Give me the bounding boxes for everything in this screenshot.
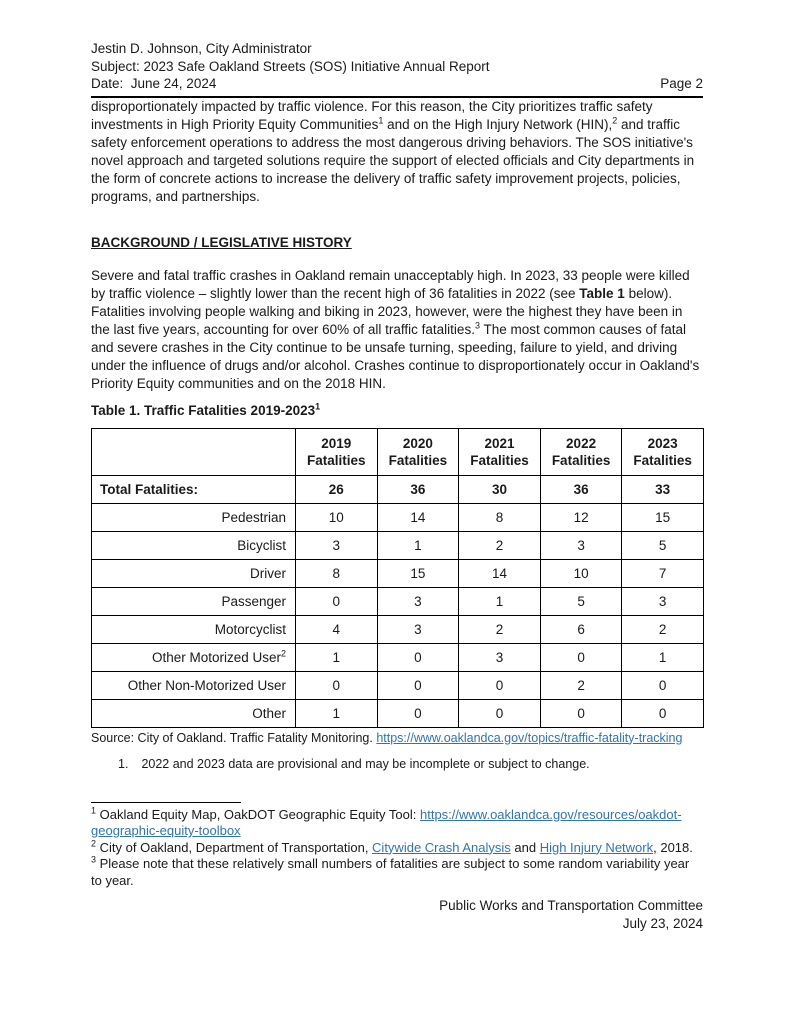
row-label: Motorcyclist [92,615,296,643]
column-header-2023 [622,428,704,475]
cell-value: 2 [540,671,622,699]
column-year: 2023 [647,435,678,451]
note-text: 2022 and 2023 data are provisional and may be incomplete or subject to change. [141,756,590,771]
cell-value: 1 [622,643,704,671]
traffic-fatality-tracking-link[interactable]: https://www.oaklandca.gov/topics/traffic-fatality-tracking [376,730,683,745]
table-row-other-non-motorized [92,671,704,699]
cell-value: 2 [459,615,541,643]
footnote-ref-1: 1 [378,115,384,125]
column-label: Fatalities [551,452,611,468]
footnote-1-number: 1 [91,805,97,816]
table-row-bicyclist [92,531,704,559]
column-label: Fatalities [633,452,692,468]
table-header-row [92,428,704,475]
column-year: 2022 [566,435,597,451]
header-subject-line: Subject: 2023 Safe Oakland Streets (SOS) Initiative Annual Report [91,58,490,74]
footnote-separator [91,802,241,803]
footer-committee-line: Public Works and Transportation Committee [439,898,703,913]
cell-value: 6 [540,615,622,643]
table-caption [91,402,703,420]
row-label: Pedestrian [92,503,296,531]
column-header-2020 [377,428,459,475]
note-number: 1. [118,756,129,771]
footnote-ref-3: 3 [474,320,480,330]
cell-value: 5 [622,531,704,559]
footnote-2-text-2: and [510,839,540,855]
footnote-3-number: 3 [91,854,97,865]
cell-value: 3 [296,531,378,559]
cell-value: 15 [622,503,704,531]
cell-value: 1 [296,699,378,727]
cell-value: 26 [296,475,378,503]
equity-toolbox-link[interactable]: https://www.oaklandca.gov/resources/oakdot-geographic-equity-toolbox [91,806,682,838]
column-label: Fatalities [388,452,448,468]
document-footer [91,897,703,932]
cell-value: 0 [377,643,459,671]
cell-value: 12 [540,503,622,531]
column-year: 2019 [321,435,352,451]
table-row-other [92,699,704,727]
footnotes-section [91,807,703,890]
cell-value: 2 [622,615,704,643]
cell-value: 3 [377,615,459,643]
cell-value: 14 [459,559,541,587]
header-date-line: Date: June 24, 2024 [91,76,217,91]
source-text: Source: City of Oakland. Traffic Fatality Monitoring. [91,730,377,745]
cell-value: 33 [622,475,704,503]
cell-value: 0 [622,699,704,727]
footnote-2-number: 2 [91,838,97,849]
table-caption-text: Table 1. Traffic Fatalities 2019-2023 [91,402,316,418]
row-label: Passenger [92,587,296,615]
high-injury-network-link[interactable]: High Injury Network [539,839,654,855]
intro-text-2: and on the High Injury Network (HIN), [383,116,613,132]
cell-value: 1 [459,587,541,615]
footnote-3-text: Please note that these relatively small numbers of fatalities are subject to some random variability year to year. [91,856,690,888]
cell-value: 3 [377,587,459,615]
table-1-reference: Table 1 [579,285,625,301]
cell-value: 1 [296,643,378,671]
column-header-2022 [540,428,622,475]
cell-value: 8 [296,559,378,587]
row-label: Driver [92,559,296,587]
cell-value: 0 [540,643,622,671]
cell-value: 1 [377,531,459,559]
cell-value: 2 [459,531,541,559]
document-header [91,40,703,98]
cell-value: 36 [377,475,459,503]
footnote-ref-2-table: 2 [280,648,286,658]
cell-value: 10 [296,503,378,531]
cell-value: 0 [296,587,378,615]
footnote-3 [91,856,703,889]
row-label-text: Other Motorized User [151,649,281,665]
column-header-2021 [459,428,541,475]
footnote-2 [91,840,703,857]
column-label: Fatalities [470,452,529,468]
footer-date-line: July 23, 2024 [622,915,703,931]
cell-value: 14 [377,503,459,531]
cell-value: 0 [377,699,459,727]
row-label: Bicyclist [92,531,296,559]
row-label: Other [92,699,296,727]
cell-value: 5 [540,587,622,615]
row-label: Total Fatalities: [92,475,296,503]
column-header-2019 [296,428,378,475]
cell-value: 0 [540,699,622,727]
background-paragraph [91,267,703,393]
footnote-1-text: Oakland Equity Map, OakDOT Geographic Equity Tool: [96,806,420,822]
intro-text-3: and traffic safety enforcement operations to address the most dangerous driving behaviors. The SOS initiative's novel approach and targeted solutions require the support of elected officials and City departments in the form of concrete actions to increase the delivery of traffic safety improvement projects, policies, programs, and partnerships. [91,116,695,204]
column-year: 2020 [402,435,433,451]
header-date-row [91,75,703,93]
cell-value: 15 [377,559,459,587]
intro-paragraph [91,98,703,206]
cell-value: 3 [540,531,622,559]
table-row-driver [92,559,704,587]
cell-value: 7 [622,559,704,587]
cell-value: 0 [377,671,459,699]
footnote-ref-2: 2 [612,115,618,125]
table-source-line [91,731,703,746]
footnote-2-text-3: , 2018. [653,839,693,855]
table-row-passenger [92,587,704,615]
cell-value: 0 [459,671,541,699]
citywide-crash-analysis-link[interactable]: Citywide Crash Analysis [372,839,511,855]
footnote-2-text-1: City of Oakland, Department of Transportation, [96,839,373,855]
page-number: Page 2 [660,76,703,91]
row-label [92,643,296,671]
fatalities-table [91,428,704,728]
background-text-1: Severe and fatal traffic crashes in Oakland remain unacceptably high. In 2023, 33 people were killed by traffic violence – slightly lower than the recent high of 36 fatalities in 2022 (see [91,267,690,301]
cell-value: 8 [459,503,541,531]
table-note-1 [118,757,703,772]
cell-value: 3 [622,587,704,615]
section-heading-background: BACKGROUND / LEGISLATIVE HISTORY [91,234,352,250]
footnote-1 [91,807,703,840]
cell-value: 36 [540,475,622,503]
cell-value: 10 [540,559,622,587]
background-text-2: below). Fatalities involving people walking and biking in 2023, however, were the highest they have been in the last five years, accounting for over 60% of all traffic fatalities. [91,285,683,337]
cell-value: 30 [459,475,541,503]
background-text-3: The most common causes of fatal and severe crashes in the City continue to be unsafe turning, speeding, failure to yield, and driving under the influence of drugs and/or alcohol. Crashes continue to disproportionately occur in Oakland's Priority Equity communities and on the 2018 HIN. [91,321,700,391]
table-row-other-motorized [92,643,704,671]
cell-value: 0 [622,671,704,699]
table-corner-cell [92,428,296,475]
header-administrator-line: Jestin D. Johnson, City Administrator [91,41,312,56]
row-label: Other Non-Motorized User [92,671,296,699]
column-label: Fatalities [307,452,366,468]
cell-value: 0 [459,699,541,727]
table-row-pedestrian [92,503,704,531]
table-row-motorcyclist [92,615,704,643]
table-caption-footnote-ref: 1 [315,401,321,411]
column-year: 2021 [484,435,515,451]
table-row-total [92,475,704,503]
intro-text-1: disproportionately impacted by traffic violence. For this reason, the City prioritizes traffic safety investments in High Priority Equity Communities [91,98,653,132]
cell-value: 3 [459,643,541,671]
cell-value: 4 [296,615,378,643]
cell-value: 0 [296,671,378,699]
